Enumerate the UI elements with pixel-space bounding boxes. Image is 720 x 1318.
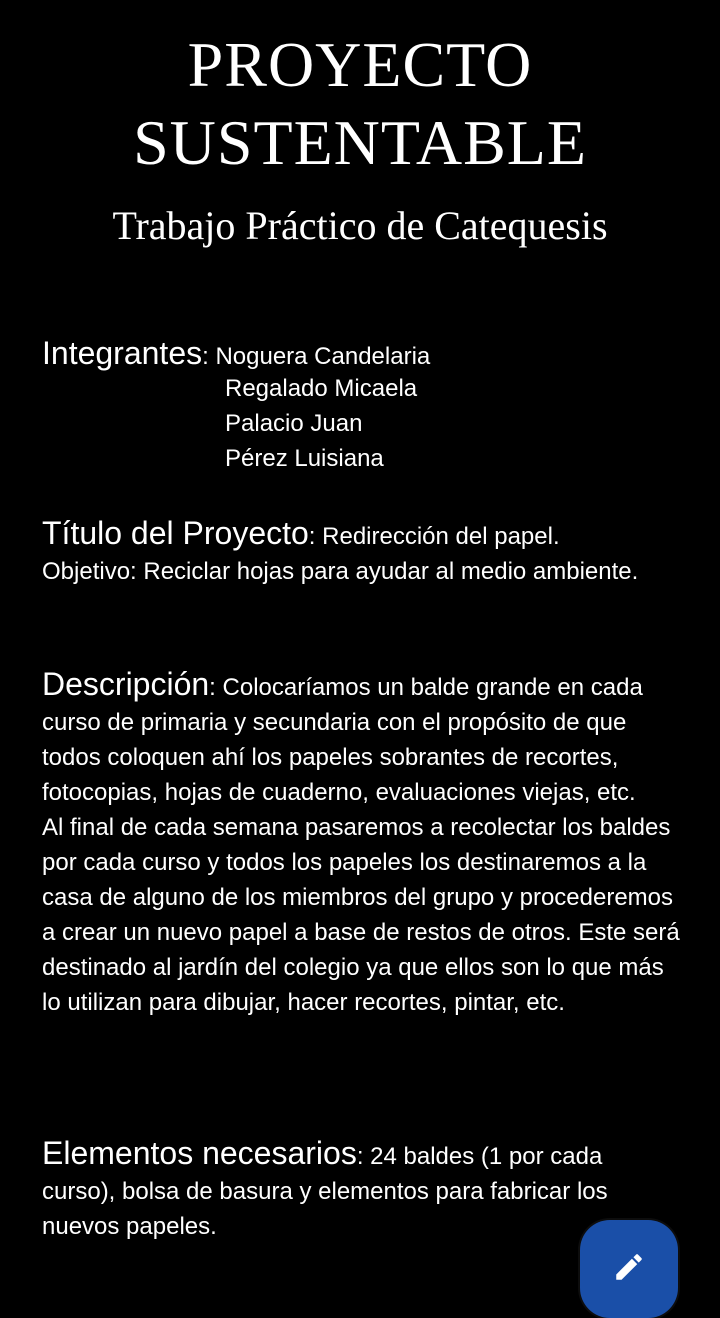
- description-paragraph-1: [42, 667, 682, 810]
- project-title-label: Título del Proyecto: [42, 515, 309, 551]
- members-row-1: [42, 336, 682, 371]
- elements-value: : 24 baldes (1 por cada curso), bolsa de basura y elementos para fabricar los nuevos papeles.: [42, 1143, 608, 1240]
- description-paragraph-2: Al final de cada semana pasaremos a recolectar los baldes por cada curso y todos los papeles los destinaremos a la casa de alguno de los miembros del grupo y procederemos a crear un nuevo papel a base de restos de otros. Este será destinado al jardín del colegio ya que ellos son lo que más lo utilizan para dibujar, hacer recortes, pintar, etc.: [42, 814, 680, 1016]
- project-title-line: [42, 516, 682, 554]
- edit-fab-button[interactable]: [580, 1220, 678, 1318]
- title-line-2: SUSTENTABLE: [133, 107, 587, 178]
- document-title: [0, 26, 720, 182]
- member-name: Pérez Luisiana: [225, 445, 384, 472]
- elements-section: [42, 1136, 682, 1244]
- description-label: Descripción: [42, 666, 210, 702]
- title-line-1: PROYECTO: [187, 29, 533, 100]
- members-separator: :: [202, 343, 216, 370]
- elements-label: Elementos necesarios: [42, 1135, 357, 1171]
- members-row-3: [42, 406, 682, 441]
- document-subtitle: Trabajo Práctico de Catequesis: [112, 203, 608, 248]
- project-title-value: : Redirección del papel.: [308, 523, 560, 550]
- description-text-1: : Colocaríamos un balde grande en cada curso de primaria y secundaria con el propósito de que todos coloquen ahí los papeles sobrantes de recortes, fotocopias, hojas de cuaderno, evaluaciones viejas, etc.: [42, 674, 643, 806]
- objective-text: Objetivo: Reciclar hojas para ayudar al medio ambiente.: [42, 558, 639, 585]
- pencil-icon: [612, 1250, 646, 1284]
- project-title-section: [42, 516, 682, 589]
- member-name: Palacio Juan: [225, 410, 363, 437]
- member-name: Regalado Micaela: [225, 375, 418, 402]
- member-name: Noguera Candelaria: [215, 343, 431, 370]
- members-section: [42, 336, 682, 476]
- members-row-4: [42, 441, 682, 476]
- members-row-2: [42, 371, 682, 406]
- description-section: [42, 667, 682, 1020]
- members-label: Integrantes: [42, 335, 203, 371]
